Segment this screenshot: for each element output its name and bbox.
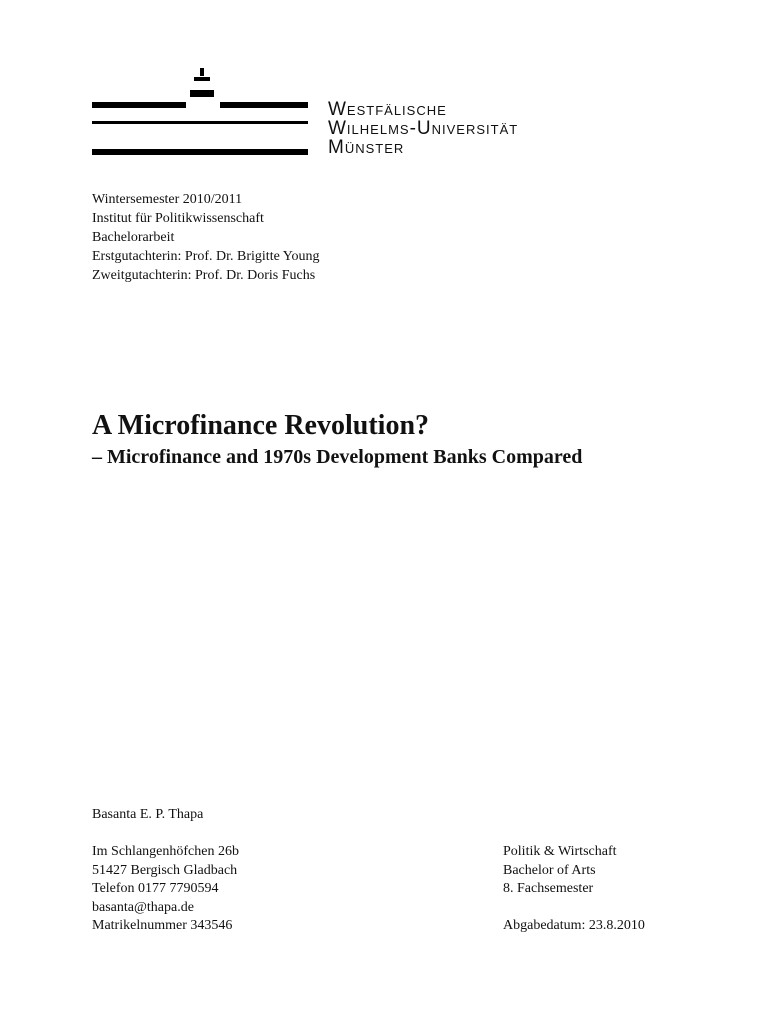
- university-logo: [92, 64, 522, 160]
- thesis-info: [92, 190, 320, 285]
- spacer: [503, 899, 645, 918]
- matriculation-text: Matrikelnummer 343546: [92, 918, 233, 933]
- institute-text: Institut für Politikwissenschaft: [92, 211, 264, 226]
- logo-rule-left: [92, 102, 186, 108]
- university-wordmark: [328, 100, 518, 157]
- author-name: Basanta E. P. Thapa: [92, 807, 204, 822]
- city-text: 51427 Bergisch Gladbach: [92, 862, 238, 878]
- thesis-subtitle: – Microfinance and 1970s Development Banks Compared: [92, 446, 583, 468]
- thesis-title: A Microfinance Revolution?: [92, 410, 430, 441]
- wordmark-line-3: Münster: [328, 137, 405, 158]
- logo-rule-right: [220, 102, 308, 108]
- street-text: Im Schlangenhöfchen 26b: [92, 844, 239, 859]
- thesis-type-text: Bachelorarbeit: [92, 230, 175, 245]
- fachsemester-text: 8. Fachsemester: [503, 881, 594, 896]
- email-text: basanta@thapa.de: [92, 899, 194, 915]
- logo-building-icon-cap: [194, 77, 210, 81]
- logo-building-icon-body: [190, 90, 214, 97]
- author-contact: [92, 843, 239, 936]
- logo-rule-bottom: [92, 149, 308, 155]
- wordmark-line-1: Westfälische: [328, 99, 447, 120]
- program-text: Politik & Wirtschaft: [503, 844, 617, 859]
- semester-text: Wintersemester 2010/2011: [92, 192, 243, 207]
- first-examiner-text: Erstgutachterin: Prof. Dr. Brigitte Young: [92, 249, 320, 264]
- study-details: [503, 843, 645, 936]
- logo-rule-middle: [92, 121, 308, 124]
- logo-building-icon-top: [200, 68, 204, 76]
- phone-text: Telefon 0177 7790594: [92, 881, 219, 896]
- degree-text: Bachelor of Arts: [503, 862, 596, 878]
- second-examiner-text: Zweitgutachterin: Prof. Dr. Doris Fuchs: [92, 268, 316, 283]
- submission-date-text: Abgabedatum: 23.8.2010: [503, 918, 645, 933]
- wordmark-line-2: Wilhelms-Universität: [328, 118, 519, 139]
